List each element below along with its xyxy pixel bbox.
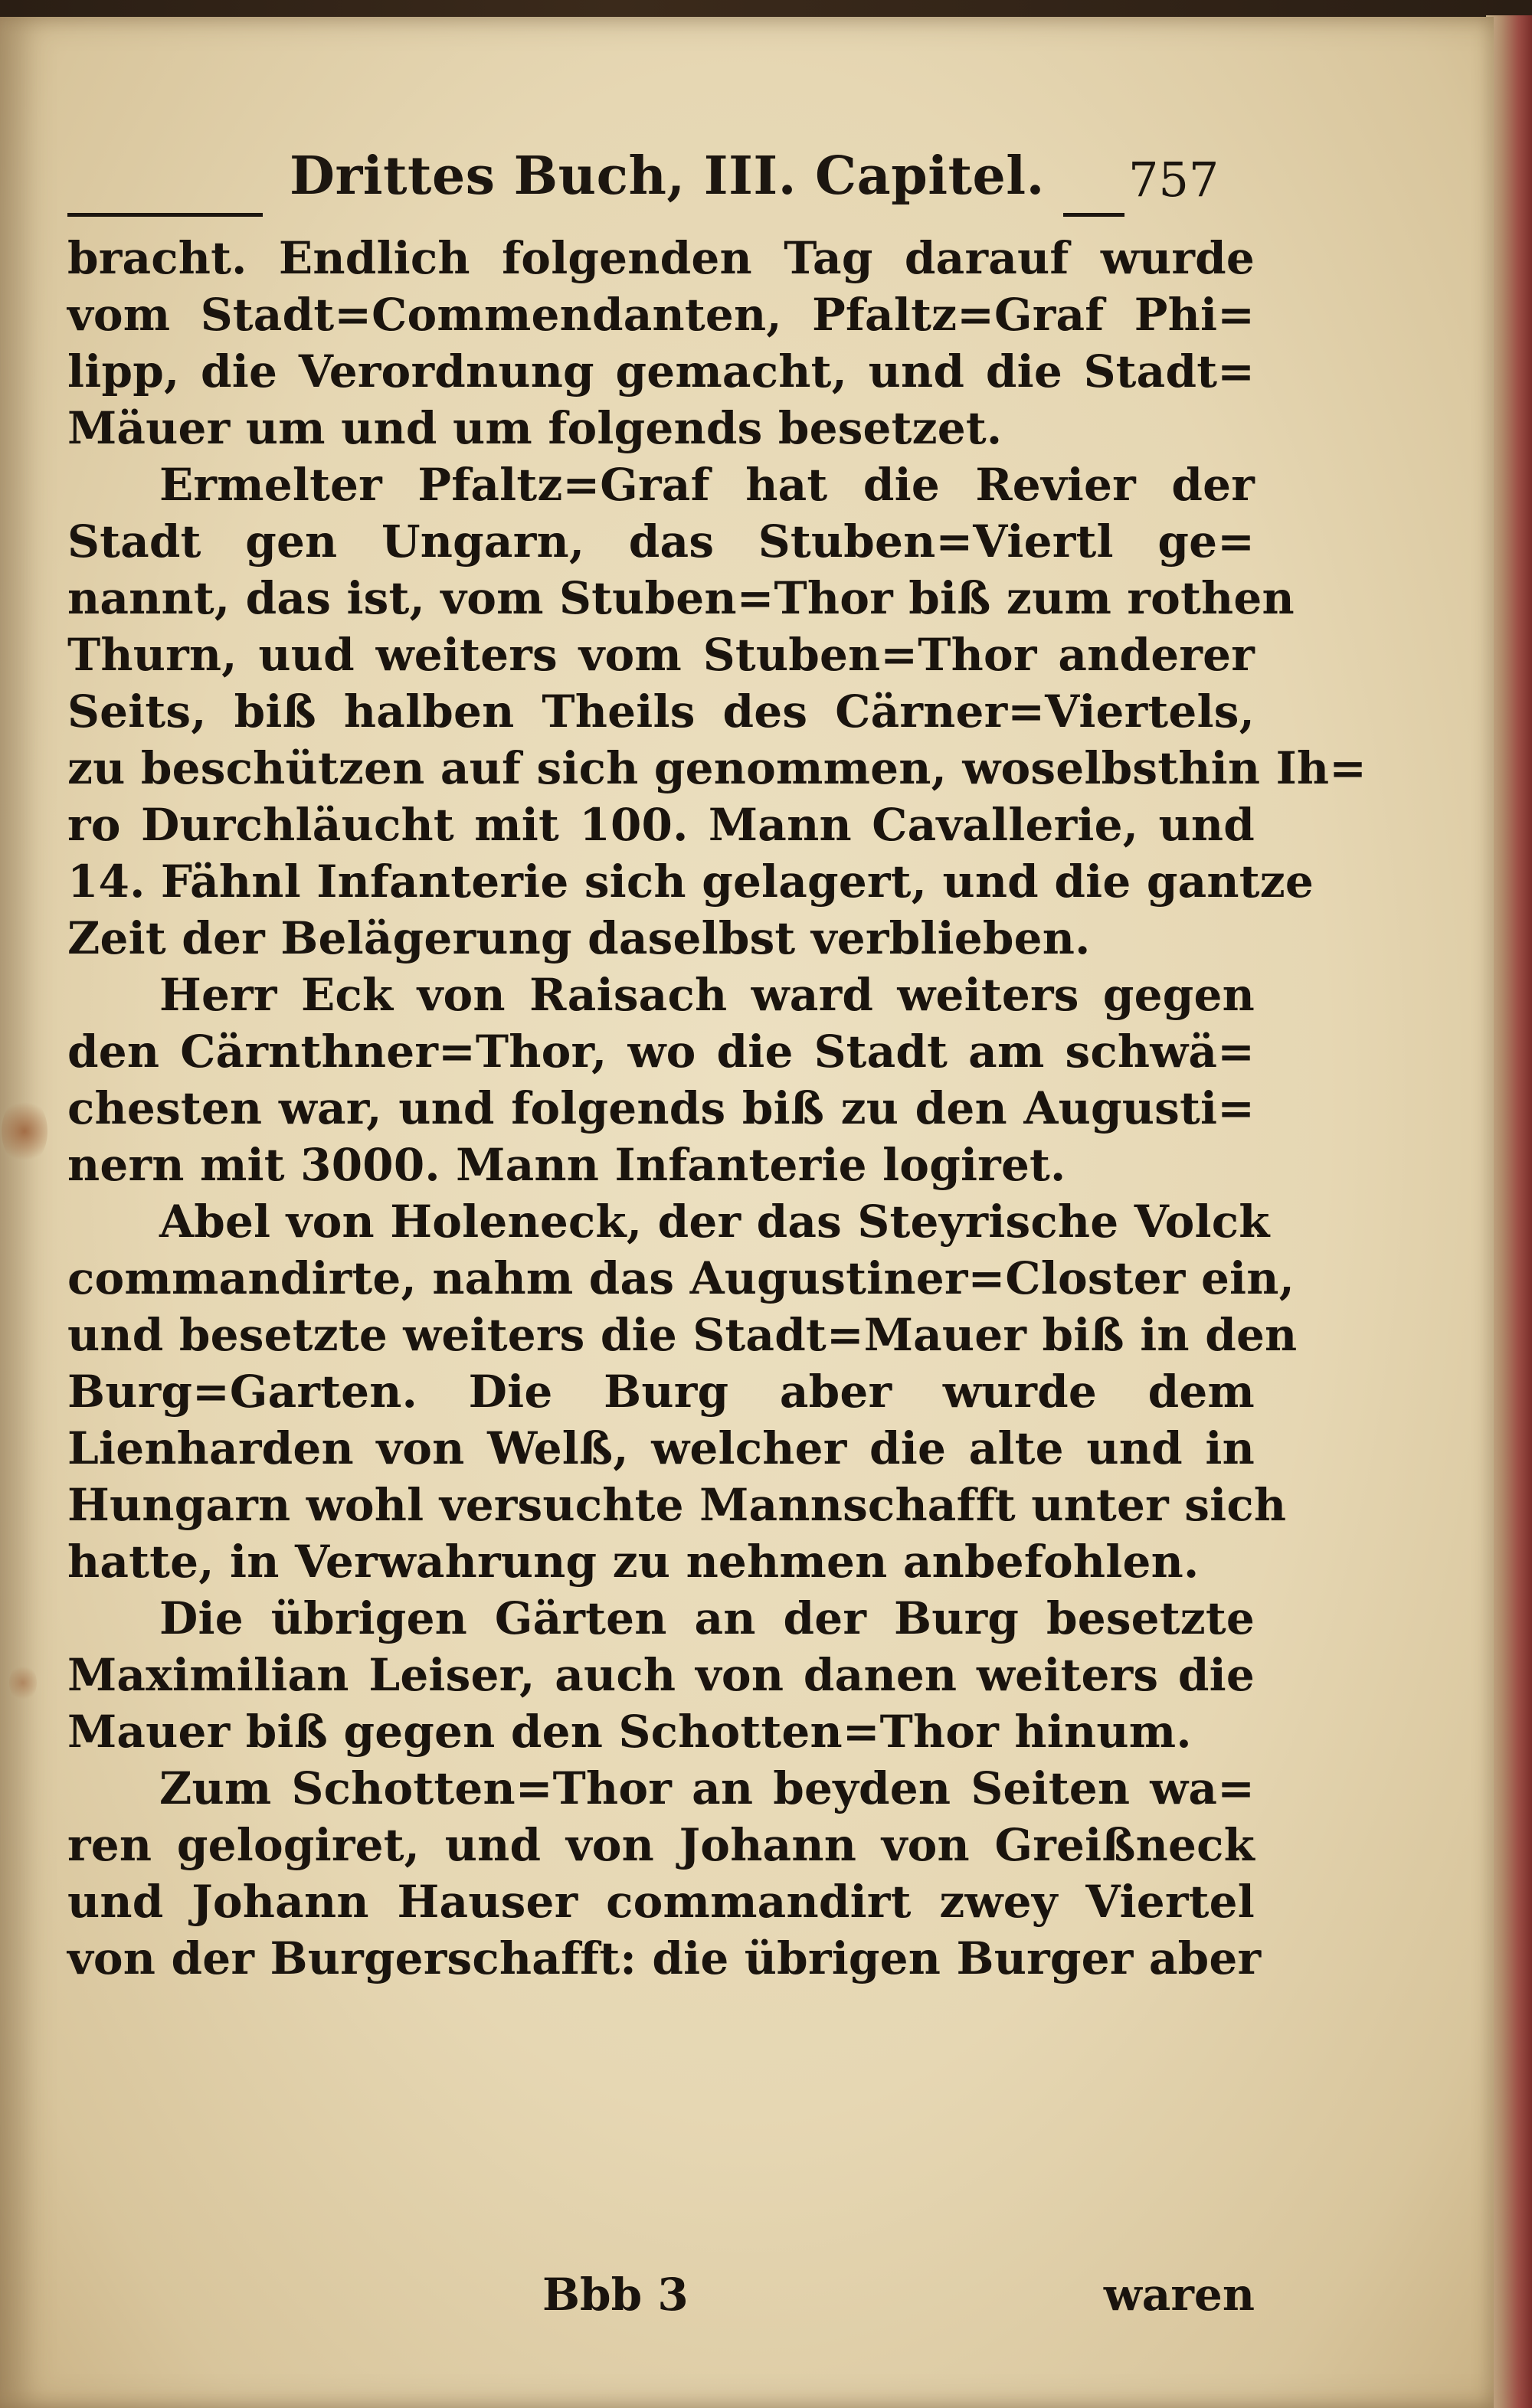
signature-mark: Bbb 3	[542, 2269, 689, 2321]
foxing-stain	[2, 1097, 47, 1166]
text-line: nern mit 3000. Mann Infanterie logiret.	[67, 1139, 1066, 1191]
text-line: vom Stadt=Commendanten, Pfaltz=Graf Phi=	[67, 289, 1255, 341]
text-line: Thurn, uud weiters vom Stuben=Thor anderer	[67, 629, 1255, 681]
header-rule-left	[67, 213, 263, 217]
body-text	[67, 230, 1367, 1987]
text-line: 14. Fähnl Infanterie sich gelagert, und die gantze	[67, 856, 1314, 908]
text-line: Zeit der Belägerung daselbst verblieben.	[67, 912, 1091, 964]
text-line: Mauer biß gegen den Schotten=Thor hinum.	[67, 1706, 1192, 1758]
page-number: 757	[1128, 152, 1219, 208]
text-line: chesten war, und folgends biß zu den Augusti=	[67, 1082, 1255, 1134]
text-line: ro Durchläucht mit 100. Mann Cavallerie, und	[67, 799, 1255, 851]
text-line: und Johann Hauser commandirt zwey Viertel	[67, 1876, 1255, 1928]
text-line: Hungarn wohl versuchte Mannschafft unter sich	[67, 1479, 1287, 1531]
text-line: Abel von Holeneck, der das Steyrische Volck	[159, 1196, 1270, 1248]
text-line: lipp, die Verordnung gemacht, und die Stadt=	[67, 345, 1255, 398]
text-line: Seits, biß halben Theils des Cärner=Viertels,	[67, 685, 1255, 738]
text-line: Herr Eck von Raisach ward weiters gegen	[159, 969, 1255, 1021]
text-line: hatte, in Verwahrung zu nehmen anbefohlen.	[67, 1536, 1200, 1588]
text-line: Maximilian Leiser, auch von danen weiters die	[67, 1649, 1255, 1701]
text-line: bracht. Endlich folgenden Tag darauf wurde	[67, 232, 1255, 284]
text-line: den Cärnthner=Thor, wo die Stadt am schwä=	[67, 1026, 1255, 1078]
foxing-stain	[9, 1664, 37, 1702]
text-line: Ermelter Pfaltz=Graf hat die Revier der	[159, 459, 1255, 511]
text-line: Stadt gen Ungarn, das Stuben=Viertl ge=	[67, 515, 1255, 568]
text-line: Zum Schotten=Thor an beyden Seiten wa=	[159, 1762, 1255, 1814]
running-title: Drittes Buch, III. Capitel.	[290, 146, 1045, 207]
text-line: zu beschützen auf sich genommen, woselbsthin Ih=	[67, 742, 1367, 794]
text-line: und besetzte weiters die Stadt=Mauer biß in den	[67, 1309, 1298, 1361]
text-line: Lienharden von Welß, welcher die alte und in	[67, 1422, 1255, 1474]
header-rule-right	[1063, 213, 1124, 217]
text-line: ren gelogiret, und von Johann von Greißneck	[67, 1819, 1255, 1871]
text-line: Burg=Garten. Die Burg aber wurde dem	[67, 1366, 1255, 1418]
text-line: von der Burgerschafft: die übrigen Burger aber	[67, 1932, 1262, 1984]
text-line: Die übrigen Gärten an der Burg besetzte	[159, 1592, 1255, 1644]
running-header	[67, 146, 1247, 230]
catchword: waren	[1103, 2269, 1255, 2321]
page-footer	[67, 2269, 1255, 2330]
text-line: nannt, das ist, vom Stuben=Thor biß zum rothen	[67, 572, 1295, 624]
book-page	[0, 17, 1494, 2408]
text-line: commandirte, nahm das Augustiner=Closter ein,	[67, 1252, 1295, 1304]
text-line: Mäuer um und um folgends besetzet.	[67, 402, 1003, 454]
